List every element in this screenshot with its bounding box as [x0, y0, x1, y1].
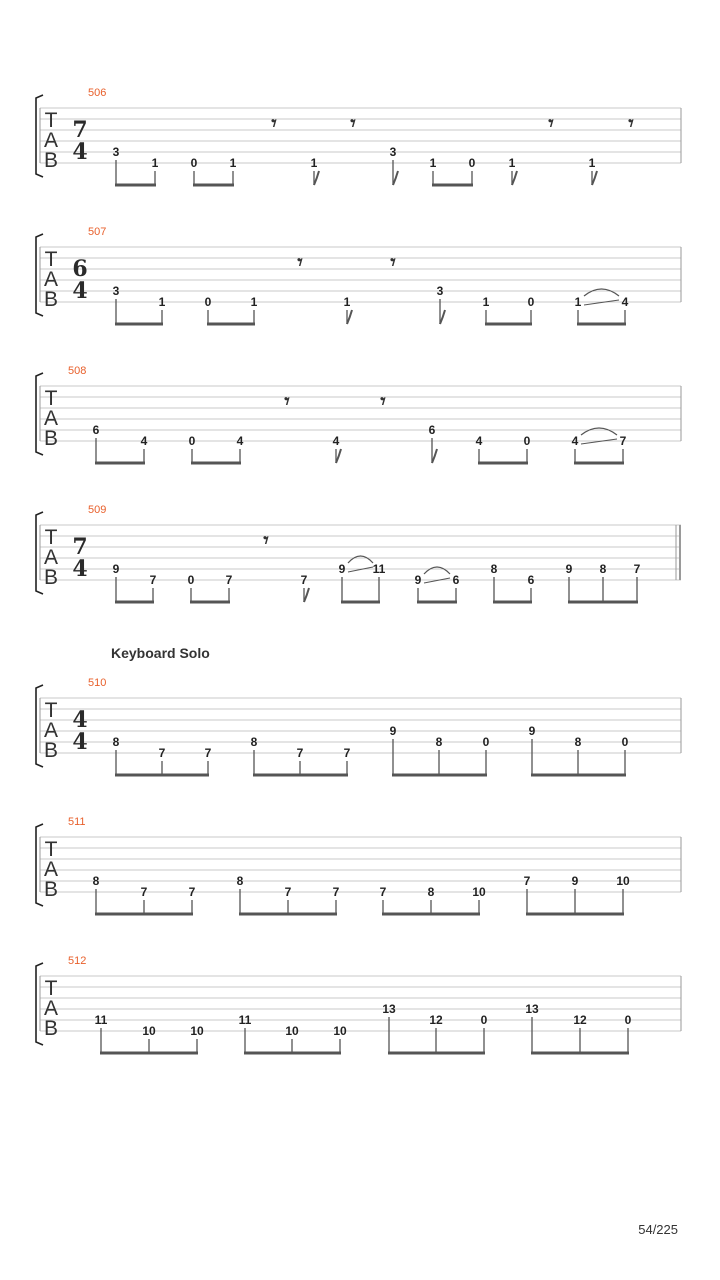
fret-number: 8 [427, 885, 435, 899]
fret-number: 3 [112, 145, 120, 159]
fret-number: 0 [204, 295, 212, 309]
slur-arc [348, 556, 373, 563]
fret-number: 7 [284, 885, 292, 899]
note-flag [393, 171, 398, 185]
fret-number: 7 [296, 746, 304, 760]
time-signature-bottom: 4 [72, 139, 88, 165]
note-flag [314, 171, 319, 185]
fret-number: 0 [468, 156, 476, 170]
tab-clef-letter: A [43, 407, 59, 430]
fret-number: 9 [112, 562, 120, 576]
fret-number: 1 [588, 156, 596, 170]
time-signature-top: 4 [72, 707, 88, 733]
tab-clef-letter: A [43, 719, 59, 742]
fret-number: 8 [435, 735, 443, 749]
fret-number: 10 [616, 874, 630, 888]
tab-system-507 [36, 226, 681, 324]
tab-system-512 [36, 955, 681, 1053]
fret-number: 1 [574, 295, 582, 309]
fret-number: 7 [225, 573, 233, 587]
fret-number: 10 [142, 1024, 156, 1038]
fret-number: 7 [149, 573, 157, 587]
fret-number: 4 [236, 434, 244, 448]
fret-number: 7 [332, 885, 340, 899]
eighth-rest: 𝄾 [390, 250, 396, 274]
fret-number: 4 [332, 434, 340, 448]
tab-clef-letter: T [44, 526, 58, 549]
time-signature-top: 7 [72, 534, 88, 560]
fret-number: 9 [565, 562, 573, 576]
fret-number: 9 [414, 573, 422, 587]
fret-number: 7 [140, 885, 148, 899]
fret-number: 4 [475, 434, 483, 448]
tab-clef-letter: B [43, 566, 59, 589]
fret-number: 0 [621, 735, 629, 749]
fret-number: 11 [372, 562, 386, 576]
measure-number: 510 [88, 677, 107, 689]
tab-clef-letter: A [43, 268, 59, 291]
fret-number: 8 [574, 735, 582, 749]
fret-number: 0 [480, 1013, 488, 1027]
tab-clef-letter: B [43, 288, 59, 311]
fret-number: 7 [204, 746, 212, 760]
fret-number: 6 [527, 573, 535, 587]
tab-clef-letter: B [43, 739, 59, 762]
fret-number: 1 [343, 295, 351, 309]
fret-number: 0 [482, 735, 490, 749]
fret-number: 7 [523, 874, 531, 888]
fret-number: 7 [619, 434, 627, 448]
note-flag [304, 588, 309, 602]
tab-clef-letter: B [43, 149, 59, 172]
fret-number: 0 [188, 434, 196, 448]
eighth-rest: 𝄾 [350, 111, 356, 135]
measure-number: 507 [88, 226, 107, 238]
note-flag [336, 449, 341, 463]
fret-number: 3 [112, 284, 120, 298]
fret-number: 10 [472, 885, 486, 899]
note-flag [592, 171, 597, 185]
fret-number: 7 [379, 885, 387, 899]
fret-number: 6 [452, 573, 460, 587]
fret-number: 0 [187, 573, 195, 587]
fret-number: 4 [571, 434, 579, 448]
page-number: 54/225 [638, 1222, 678, 1237]
tab-clef-letter: B [43, 878, 59, 901]
slur-arc [581, 428, 617, 435]
fret-number: 7 [300, 573, 308, 587]
fret-number: 8 [236, 874, 244, 888]
eighth-rest: 𝄾 [380, 389, 386, 413]
fret-number: 8 [599, 562, 607, 576]
tab-system-511 [36, 816, 681, 914]
fret-number: 10 [333, 1024, 347, 1038]
fret-number: 1 [508, 156, 516, 170]
eighth-rest: 𝄾 [297, 250, 303, 274]
slur-arc [424, 567, 450, 574]
note-flag [440, 310, 445, 324]
measure-number: 508 [68, 365, 87, 377]
fret-number: 8 [112, 735, 120, 749]
fret-number: 1 [229, 156, 237, 170]
tab-system-506 [36, 87, 681, 185]
fret-number: 10 [190, 1024, 204, 1038]
fret-number: 13 [525, 1002, 539, 1016]
tab-clef-letter: A [43, 129, 59, 152]
fret-number: 9 [389, 724, 397, 738]
fret-number: 0 [527, 295, 535, 309]
fret-number: 0 [624, 1013, 632, 1027]
fret-number: 4 [140, 434, 148, 448]
tab-clef-letter: B [43, 1017, 59, 1040]
tab-system-508 [36, 365, 681, 463]
note-flag [432, 449, 437, 463]
tab-clef-letter: T [44, 248, 58, 271]
note-flag [347, 310, 352, 324]
fret-number: 1 [310, 156, 318, 170]
fret-number: 8 [250, 735, 258, 749]
eighth-rest: 𝄾 [263, 528, 269, 552]
fret-number: 1 [482, 295, 490, 309]
eighth-rest: 𝄾 [284, 389, 290, 413]
fret-number: 13 [382, 1002, 396, 1016]
eighth-rest: 𝄾 [271, 111, 277, 135]
fret-number: 7 [158, 746, 166, 760]
tab-clef-letter: T [44, 977, 58, 1000]
fret-number: 7 [633, 562, 641, 576]
fret-number: 3 [389, 145, 397, 159]
fret-number: 1 [151, 156, 159, 170]
time-signature-bottom: 4 [72, 556, 88, 582]
slur-arc [584, 289, 619, 296]
fret-number: 6 [428, 423, 436, 437]
tab-clef-letter: A [43, 546, 59, 569]
fret-number: 11 [238, 1013, 252, 1027]
tab-system-510 [36, 677, 681, 775]
eighth-rest: 𝄾 [548, 111, 554, 135]
fret-number: 3 [436, 284, 444, 298]
fret-number: 8 [92, 874, 100, 888]
fret-number: 9 [338, 562, 346, 576]
fret-number: 0 [190, 156, 198, 170]
fret-number: 12 [573, 1013, 587, 1027]
tab-system-509 [36, 504, 681, 602]
fret-number: 11 [94, 1013, 108, 1027]
tab-clef-letter: A [43, 997, 59, 1020]
fret-number: 1 [429, 156, 437, 170]
fret-number: 4 [621, 295, 629, 309]
fret-number: 7 [343, 746, 351, 760]
eighth-rest: 𝄾 [628, 111, 634, 135]
time-signature-top: 7 [72, 117, 88, 143]
fret-number: 9 [571, 874, 579, 888]
tab-clef-letter: A [43, 858, 59, 881]
tab-clef-letter: T [44, 838, 58, 861]
fret-number: 0 [523, 434, 531, 448]
tab-clef-letter: B [43, 427, 59, 450]
fret-number: 10 [285, 1024, 299, 1038]
time-signature-bottom: 4 [72, 729, 88, 755]
fret-number: 6 [92, 423, 100, 437]
tab-clef-letter: T [44, 699, 58, 722]
measure-number: 511 [68, 816, 86, 828]
fret-number: 1 [250, 295, 258, 309]
time-signature-bottom: 4 [72, 278, 88, 304]
note-flag [512, 171, 517, 185]
tab-clef-letter: T [44, 109, 58, 132]
fret-number: 8 [490, 562, 498, 576]
time-signature-top: 6 [72, 256, 88, 282]
fret-number: 9 [528, 724, 536, 738]
fret-number: 12 [429, 1013, 443, 1027]
fret-number: 7 [188, 885, 196, 899]
measure-number: 509 [88, 504, 107, 516]
measure-number: 506 [88, 87, 107, 99]
section-label-keyboard-solo: Keyboard Solo [111, 645, 210, 661]
fret-number: 1 [158, 295, 166, 309]
measure-number: 512 [68, 955, 87, 967]
tab-clef-letter: T [44, 387, 58, 410]
